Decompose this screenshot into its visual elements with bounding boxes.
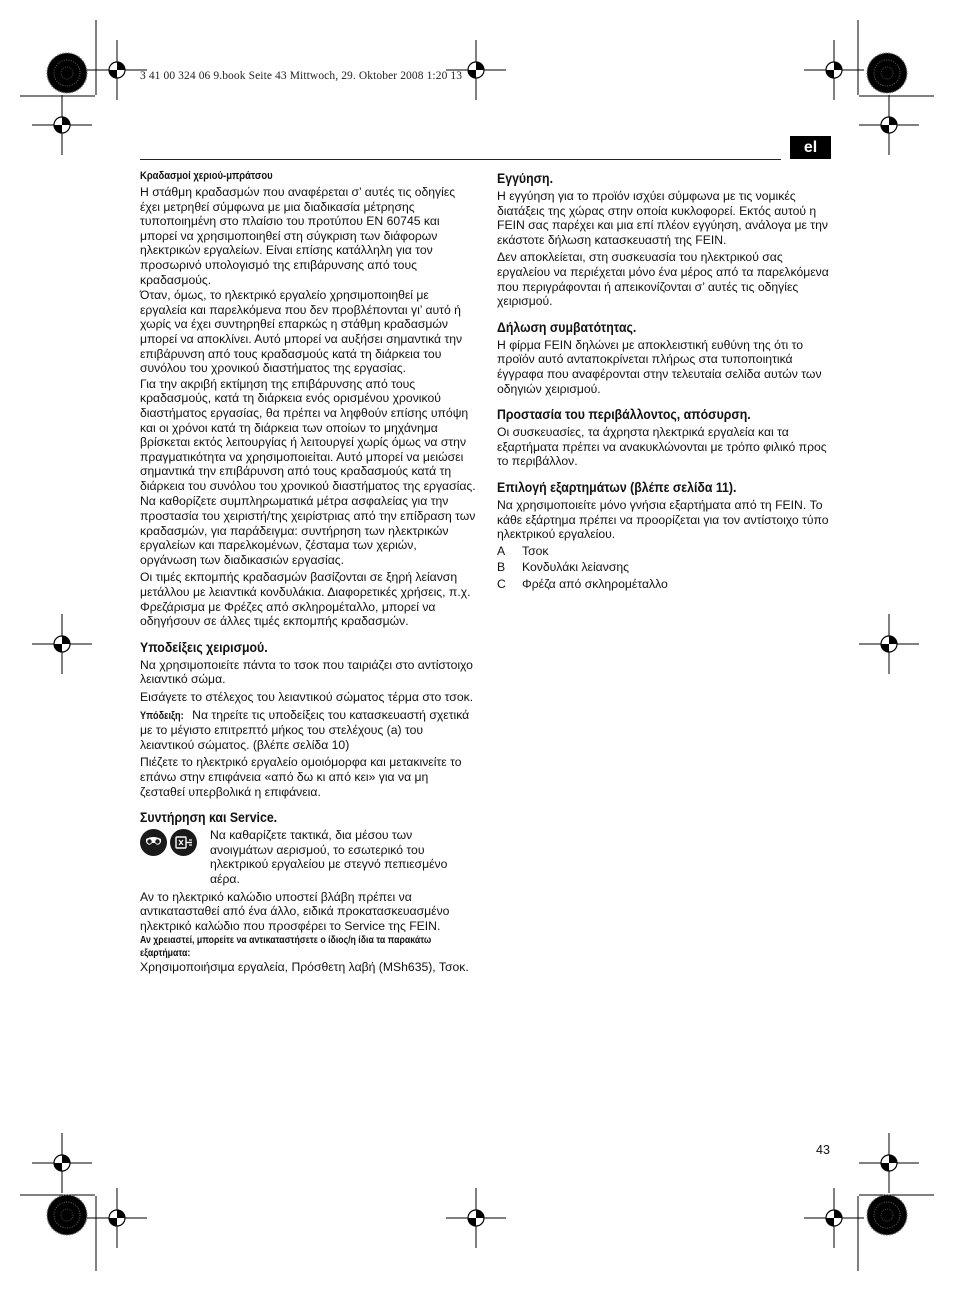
environment-heading: Προστασία του περιβάλλοντος, απόσυρση. (497, 406, 751, 423)
list-item-text: Κονδυλάκι λείανσης (522, 560, 629, 575)
maintenance-icon-block (140, 828, 476, 886)
maintenance-paragraph-1: Αν το ηλεκτρικό καλώδιο υποστεί βλάβη πρέπει να αντικατασταθεί από ένα άλλο, ειδικά προκατασκευασμένο ηλεκτρικό καλώδιο που προσφέρει το Service της FEIN. (140, 889, 450, 933)
list-item-text: Τσοκ (522, 543, 549, 558)
operation-paragraph-3: Πιέζετε το ηλεκτρικό εργαλείο ομοιόμορφα και μετακινείτε το επάνω στην επιφάνεια «από δω κι από κει» για να μη ζεσταθεί υπερβολικά η επιφάνεια. (140, 755, 462, 799)
maintenance-icons (140, 828, 210, 856)
vibration-paragraph-4: Να καθορίζετε συμπληρωματικά μέτρα ασφαλείας για την προστασία του χειριστή/της χειρίστριας από την επίδραση των κραδασμών, για παράδειγμα: συντήρηση των ηλεκτρικών εργαλείων και παρελκομένων, ζέσταμα των χεριών, οργάνωση των διαδικασιών εργασίας. (140, 494, 476, 567)
operation-heading: Υποδείξεις χειρισμού. (140, 638, 268, 655)
left-column (140, 170, 476, 976)
list-item-text: Φρέζα από σκληρομέταλλο (522, 576, 668, 591)
list-item (497, 560, 833, 575)
list-item (497, 577, 833, 592)
list-item-key: B (497, 560, 506, 575)
header-rule (140, 159, 781, 160)
vibration-paragraph-1: Η στάθμη κραδασμών που αναφέρεται σ’ αυτές τις οδηγίες έχει μετρηθεί σύμφωνα με μια διαδικασία μέτρησης τυποποιημένη στο πλαίσιο του προτύπου EN 60745 και μπορεί να χρησιμοποιηθεί στη σύγκριση των διάφορων ηλεκτρικών εργαλείων. Είναι επίσης κατάλληλη για τον προσωρινό υπολογισμό της επιβάρυνσης από τους κραδασμούς. (140, 185, 456, 287)
replaceable-parts-line-2: εξαρτήματα: (140, 948, 191, 960)
warranty-heading: Εγγύηση. (497, 170, 554, 186)
operation-note (140, 708, 476, 753)
operation-paragraph-1: Να χρησιμοποιείτε πάντα το τσοκ που ταιριάζει στο αντίστοιχο λειαντικό σώμα. (140, 657, 473, 687)
list-item (497, 544, 833, 559)
warranty-paragraph-1: Η εγγύηση για το προϊόν ισχύει σύμφωνα με τις νομικές διατάξεις της χώρας στην οποία κυκλοφορεί. Εκτός αυτού η FEIN σας παρέχει και μια επί πλέον εγγύηση, ανάλογα με την εκάστοτε δήλωση κατασκευαστή της FEIN. (497, 189, 828, 247)
print-header-meta: 3 41 00 324 06 9.book Seite 43 Mittwoch, 29. Oktober 2008 1:20 13 (140, 70, 463, 82)
vibration-paragraph-2: Όταν, όμως, το ηλεκτρικό εργαλείο χρησιμοποιηθεί με εργαλεία και παρελκόμενα που δεν προβλέπονται γι’ αυτό ή χωρίς να έχει συντηρηθεί επαρκώς η στάθμη κραδασμών μπορεί να αποκλίνει. Αυτό μπορεί να αυξήσει σημαντικά την επιβάρυνση από τους κραδασμούς κατά τη διάρκεια του συνόλου του χρονικού διαστήματος της εργασίας. (140, 288, 463, 376)
warranty-paragraph-2: Δεν αποκλείεται, στη συσκευασία του ηλεκτρικού σας εργαλείου να περιέχεται μόνο ένα μέρος από τα παρελκόμενα που περιγράφονται ή απεικονίζονται σ’ αυτές τις οδηγίες χειρισμού. (497, 250, 829, 309)
operation-paragraph-2: Εισάγετε το στέλεχος του λειαντικού σώματος τέρμα στο τσοκ. (140, 690, 474, 704)
environment-paragraph: Οι συσκευασίες, τα άχρηστα ηλεκτρικά εργαλεία και τα εξαρτήματα πρέπει να ανακυκλώνονται με τρόπο φιλικό προς το περιβάλλον. (497, 425, 827, 469)
page-number: 43 (816, 1143, 830, 1157)
safety-goggles-icon (140, 829, 167, 856)
maintenance-icon-text: Να καθαρίζετε τακτικά, δια μέσου των ανοιγμάτων αερισμού, το εσωτερικό του ηλεκτρικού εργαλείου με στεγνό πεπιεσμένο αέρα. (210, 828, 448, 886)
list-item-key: C (497, 576, 506, 591)
replaceable-parts-line-1: Αν χρειαστεί, μπορείτε να αντικαταστήσετε ο ίδιος/η ίδια τα παρακάτω (140, 935, 432, 947)
vibration-paragraph-5: Οι τιμές εκπομπής κραδασμών βασίζονται σε ξηρή λείανση μετάλλου με λειαντικά κονδυλάκια. Διαφορετικές χρήσεις, π.χ. Φρεζάρισμα με Φρέζες από σκληρομέταλλο, μπορεί να οδηγήσουν σε άλλες τιμές εκπομπής κραδασμών. (140, 570, 471, 629)
maintenance-paragraph-2: Χρησιμοποιήσιμα εργαλεία, Πρόσθετη λαβή (MSh635), Τσοκ. (140, 960, 469, 975)
vibration-paragraph-3: Για την ακριβή εκτίμηση της επιβάρυνσης από τους κραδασμούς, κατά τη διάρκεια ενός ορισμένου χρονικού διαστήματος εργασίας, θα πρέπει να ληφθούν επίσης υπόψη και οι χρόνοι κατά τη διάρκεια των οποίων το μηχάνημα βρίσκεται εκτός λειτουργίας ή λειτουργεί χωρίς όμως να στην πραγματικότητα να χρησιμοποιείται. Αυτό μπορεί να μειώσει σημαντικά την επιβάρυνση από τους κραδασμούς κατά τη διάρκεια του συνόλου του χρονικού διαστήματος της εργασίας. (140, 376, 476, 493)
right-column (497, 170, 833, 591)
accessories-heading: Επιλογή εξαρτημάτων (βλέπε σελίδα 11). (497, 478, 737, 495)
note-label: Υπόδειξη: (140, 709, 184, 722)
maintenance-heading: Συντήρηση και Service. (140, 809, 278, 826)
conformity-paragraph: Η φίρμα FEIN δηλώνει με αποκλειστική ευθύνη της ότι το προϊόν αυτό ανταποκρίνεται πλήρως στα τυποποιητικά έγγραφα που αναφέρονται στην τελευταία σελίδα αυτών των οδηγιών χειρισμού. (497, 337, 822, 396)
conformity-heading: Δήλωση συμβατότητας. (497, 318, 637, 335)
accessories-paragraph: Να χρησιμοποιείτε μόνο γνήσια εξαρτήματα από τη FEIN. Το κάθε εξάρτημα πρέπει να προορίζεται για τον αντίστοιχο τύπο ηλεκτρικού εργαλείου. (497, 497, 829, 542)
list-item-key: A (497, 543, 506, 558)
unplug-icon (170, 829, 197, 856)
vibration-heading: Κραδασμοί χεριού-μπράτσου (140, 170, 273, 182)
note-text: Να τηρείτε τις υποδείξεις του κατασκευαστή σχετικά με το μέγιστο επιτρεπτό μήκος του στελέχους (a) του λειαντικού σώματος. (βλέπε σελίδα 10) (140, 707, 470, 752)
language-badge: el (790, 136, 831, 159)
